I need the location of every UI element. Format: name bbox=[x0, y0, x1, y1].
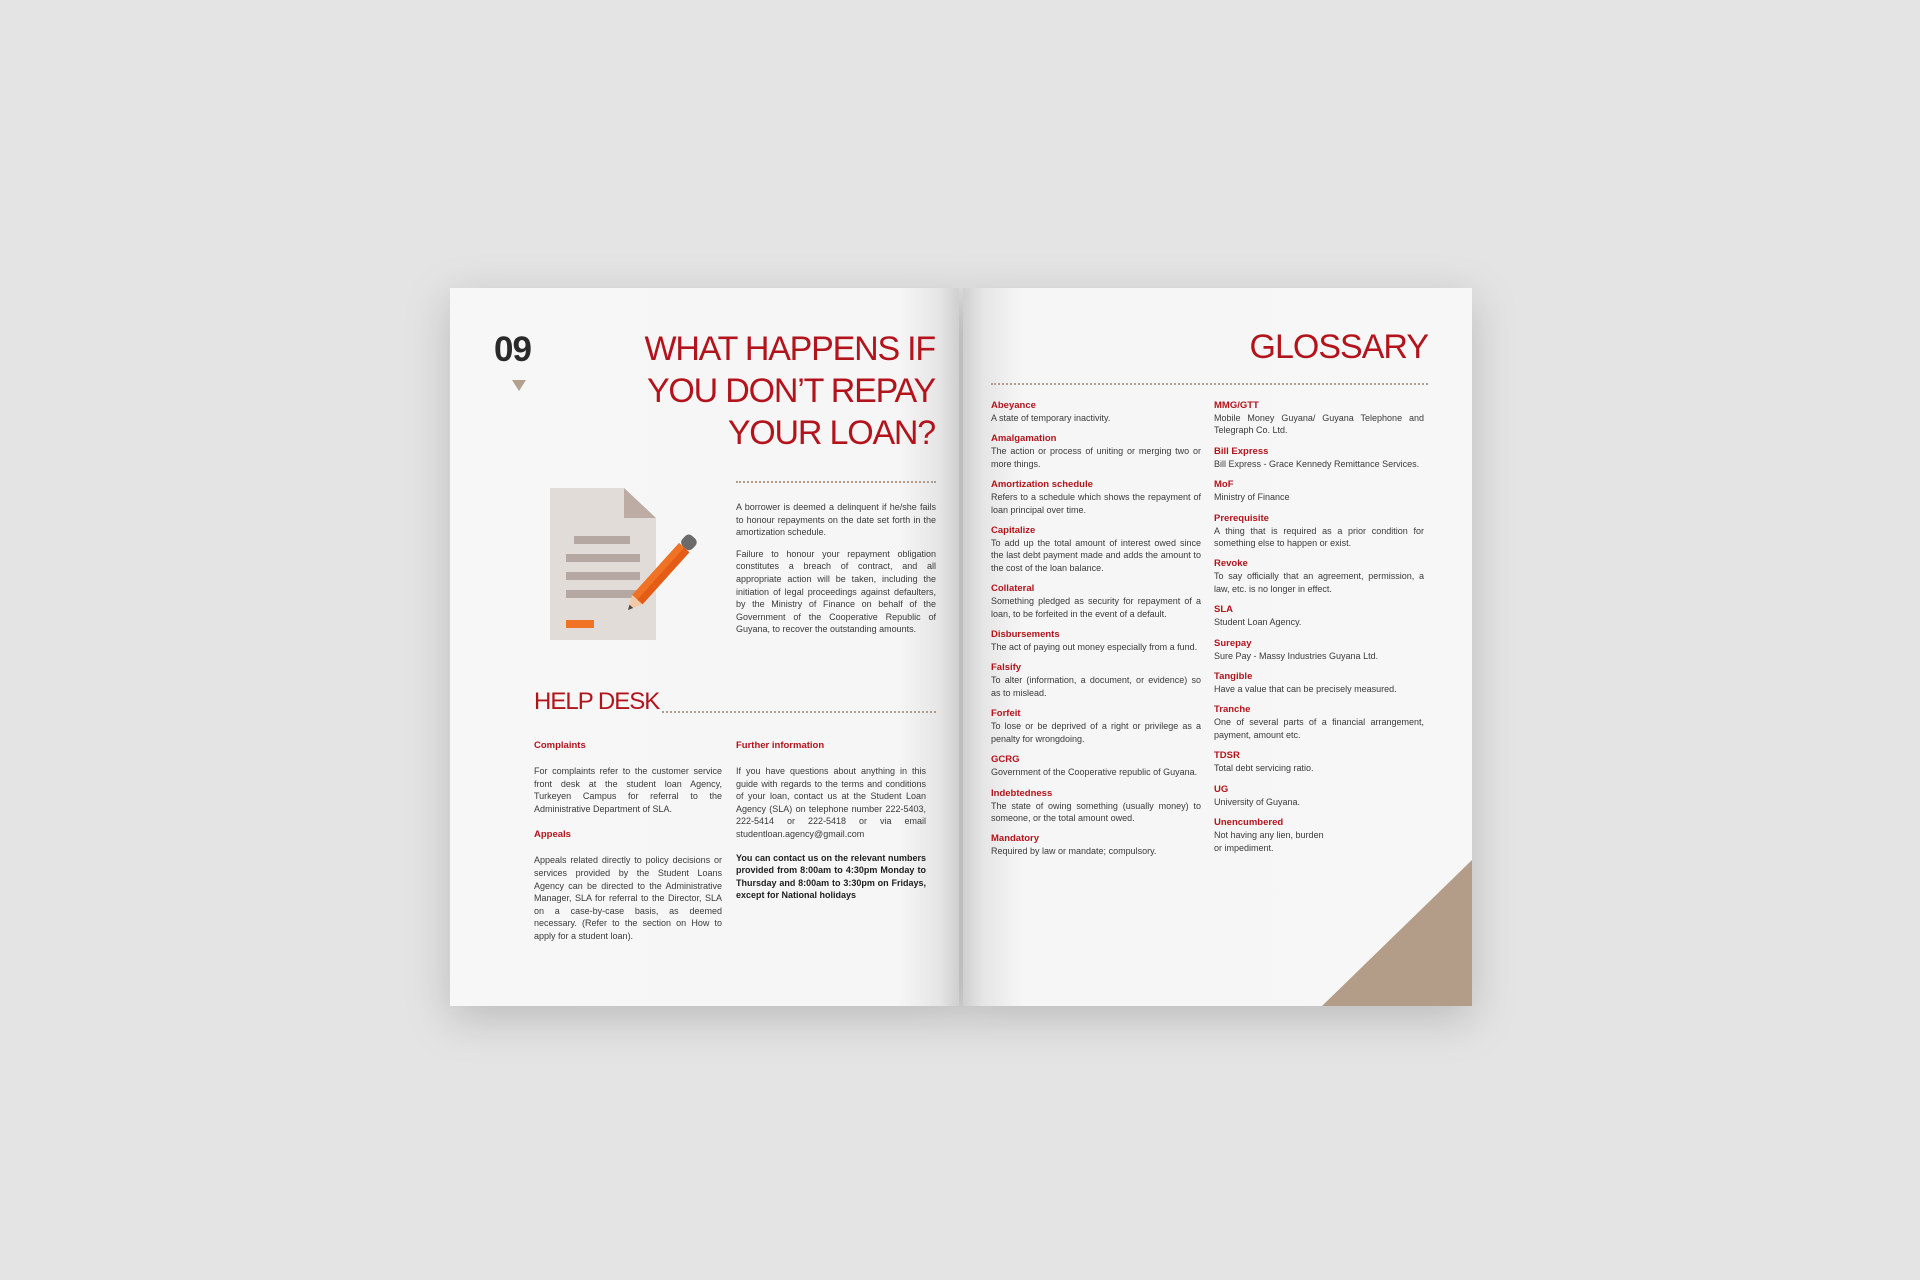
glossary-entry bbox=[991, 754, 1201, 778]
glossary-entry bbox=[1214, 446, 1424, 470]
glossary-term: Amortization schedule bbox=[991, 479, 1093, 491]
glossary-term: Forfeit bbox=[991, 708, 1021, 720]
glossary-entry bbox=[1214, 750, 1424, 774]
complaints-text: For complaints refer to the customer service front desk at the student loan Agency, Turkeyen Campus for referral to the Administrative Department of SLA. bbox=[534, 766, 722, 814]
glossary-term: Amalgamation bbox=[991, 433, 1057, 445]
glossary-entry bbox=[1214, 704, 1424, 741]
glossary-entry bbox=[1214, 604, 1424, 628]
glossary-term: Unencumbered bbox=[1214, 817, 1284, 829]
glossary-definition: Not having any lien, burden or impediment. bbox=[1214, 830, 1324, 853]
glossary-definition: A thing that is required as a prior condition for something else to happen or exist. bbox=[1214, 525, 1424, 549]
help-desk-dotted-divider bbox=[662, 711, 936, 713]
glossary-definition: Refers to a schedule which shows the repayment of loan principal over time. bbox=[991, 492, 1201, 515]
glossary-entry bbox=[991, 433, 1201, 470]
help-desk-left-column bbox=[534, 740, 722, 943]
glossary-entry bbox=[1214, 784, 1424, 808]
intro-text bbox=[736, 501, 936, 636]
glossary-definition: Have a value that can be precisely measured. bbox=[1214, 684, 1397, 695]
glossary-term: UG bbox=[1214, 783, 1229, 795]
document-pencil-icon bbox=[544, 484, 744, 664]
glossary-entry bbox=[991, 629, 1201, 653]
glossary-definition: The act of paying out money especially from a fund. bbox=[991, 642, 1198, 653]
glossary-definition: To lose or be deprived of a right or privilege as a penalty for wrongdoing. bbox=[991, 721, 1201, 744]
glossary-entry bbox=[991, 708, 1201, 745]
glossary-column-2 bbox=[1214, 400, 1424, 863]
glossary-term: GCRG bbox=[991, 754, 1020, 766]
glossary-definition: Student Loan Agency. bbox=[1214, 617, 1302, 628]
left-page bbox=[450, 288, 959, 1006]
glossary-definition: Sure Pay - Massy Industries Guyana Ltd. bbox=[1214, 650, 1379, 661]
glossary-definition: Mobile Money Guyana/ Guyana Telephone and Telegraph Co. Ltd. bbox=[1214, 413, 1424, 436]
glossary-definition: Ministry of Finance bbox=[1214, 492, 1290, 503]
glossary-entry bbox=[1214, 400, 1424, 437]
glossary-definition: University of Guyana. bbox=[1214, 796, 1301, 807]
glossary-definition: The state of owing something (usually money) to someone, or the total amount owed. bbox=[991, 800, 1201, 823]
glossary-entry bbox=[1214, 671, 1424, 695]
complaints-heading: Complaints bbox=[534, 740, 586, 751]
glossary-definition: To add up the total amount of interest owed since the last debt payment made and adds the amount to the cost of the loan balance. bbox=[991, 538, 1201, 573]
glossary-entry bbox=[1214, 558, 1424, 595]
help-desk-right-column bbox=[736, 740, 926, 902]
glossary-entry bbox=[1214, 817, 1424, 854]
glossary-title: GLOSSARY bbox=[1249, 328, 1428, 366]
glossary-entry bbox=[991, 525, 1201, 574]
open-booklet bbox=[450, 288, 1472, 1006]
page-title bbox=[605, 328, 935, 454]
chapter-number: 09 bbox=[494, 330, 531, 369]
further-info-text: If you have questions about anything in this guide with regards to the terms and conditions of your loan, contact us at the Student Loan Agency (SLA) on telephone number 222-5403, 222-5414 or 222-5418 or via email studentloan.agency@gmail.com bbox=[736, 766, 926, 839]
right-page bbox=[963, 288, 1472, 1006]
glossary-dotted-divider bbox=[991, 383, 1428, 385]
title-line: WHAT HAPPENS IF bbox=[644, 330, 935, 368]
glossary-entry bbox=[991, 479, 1201, 516]
chapter-marker-triangle-icon bbox=[512, 380, 526, 391]
glossary-term: Surepay bbox=[1214, 637, 1252, 649]
glossary-definition: A state of temporary inactivity. bbox=[991, 413, 1111, 423]
glossary-entry bbox=[1214, 638, 1424, 662]
glossary-term: Bill Express bbox=[1214, 445, 1269, 457]
glossary-term: Falsify bbox=[991, 662, 1022, 674]
title-line: YOUR LOAN? bbox=[727, 414, 935, 452]
glossary-definition: To alter (information, a document, or evidence) so as to mislead. bbox=[991, 675, 1201, 698]
glossary-term: Revoke bbox=[1214, 558, 1248, 570]
help-desk-title: HELP DESK bbox=[534, 688, 660, 715]
further-info-heading: Further information bbox=[736, 740, 825, 751]
glossary-column-1 bbox=[991, 400, 1201, 867]
glossary-entry bbox=[1214, 513, 1424, 550]
glossary-entry bbox=[991, 583, 1201, 620]
glossary-definition: Government of the Cooperative republic of Guyana. bbox=[991, 767, 1198, 778]
appeals-text: Appeals related directly to policy decisions or services provided by the Student Loans Agency can be directed to the Administrative Manager, SLA for referral to the Director, SLA on a case-by-case basis, as deemed necessary. (Refer to the section on How to apply for a student loan). bbox=[534, 855, 722, 941]
glossary-term: Tangible bbox=[1214, 671, 1253, 683]
glossary-term: Capitalize bbox=[991, 525, 1036, 537]
glossary-term: Collateral bbox=[991, 583, 1035, 595]
glossary-term: Abeyance bbox=[991, 400, 1036, 411]
decorative-corner-triangle bbox=[1322, 860, 1472, 1006]
glossary-entry bbox=[991, 788, 1201, 825]
glossary-entry bbox=[991, 400, 1201, 424]
glossary-entry bbox=[1214, 479, 1424, 503]
glossary-term: Tranche bbox=[1214, 704, 1251, 716]
title-line: YOU DON’T REPAY bbox=[646, 372, 935, 410]
glossary-term: Disbursements bbox=[991, 629, 1060, 641]
glossary-definition: Bill Express - Grace Kennedy Remittance Services. bbox=[1214, 458, 1420, 469]
glossary-term: MoF bbox=[1214, 479, 1234, 491]
glossary-term: Indebtedness bbox=[991, 787, 1053, 799]
glossary-definition: One of several parts of a financial arrangement, payment, amount etc. bbox=[1214, 717, 1424, 740]
glossary-definition: To say officially that an agreement, permission, a law, etc. is no longer in effect. bbox=[1214, 571, 1424, 594]
glossary-term: MMG/GTT bbox=[1214, 400, 1259, 411]
glossary-definition: Total debt servicing ratio. bbox=[1214, 763, 1314, 774]
glossary-term: Mandatory bbox=[991, 833, 1040, 845]
glossary-definition: The action or process of uniting or merging two or more things. bbox=[991, 446, 1201, 469]
title-dotted-divider bbox=[736, 481, 936, 483]
glossary-entry bbox=[991, 833, 1201, 857]
glossary-term: Prerequisite bbox=[1214, 512, 1269, 524]
glossary-term: SLA bbox=[1214, 604, 1233, 616]
intro-paragraph: A borrower is deemed a delinquent if he/she fails to honour repayments on the date set forth in the amortization schedule. bbox=[736, 502, 936, 538]
appeals-heading: Appeals bbox=[534, 829, 571, 841]
glossary-definition: Required by law or mandate; compulsory. bbox=[991, 846, 1157, 857]
glossary-term: TDSR bbox=[1214, 750, 1240, 762]
intro-paragraph: Failure to honour your repayment obligation constitutes a breach of contract, and all appropriate action will be taken, including the initiation of legal proceedings against defaulters, by the Ministry of Finance on behalf of the Government of the Cooperative Republic of Guyana, to recover the outstanding amounts. bbox=[736, 548, 936, 635]
glossary-definition: Something pledged as security for repayment of a loan, to be forfeited in the event of a default. bbox=[991, 596, 1201, 619]
glossary-entry bbox=[991, 662, 1201, 699]
contact-hours-text: You can contact us on the relevant numbers provided from 8:00am to 4:30pm Monday to Thursday and 8:00am to 3:30pm on Fridays, except for National holidays bbox=[736, 852, 926, 901]
